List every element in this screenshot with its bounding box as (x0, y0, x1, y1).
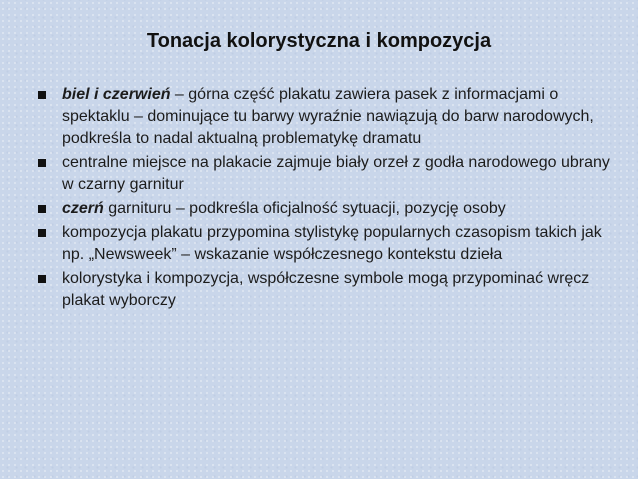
square-bullet-icon (38, 275, 46, 283)
bullet-text: kompozycja plakatu przypomina stylistykę popularnych czasopism takich jak np. „Newsweek” – wskazanie współczesnego kontekstu dzieła (62, 224, 602, 263)
bullet-text: centralne miejsce na plakacie zajmuje biały orzeł z godła narodowego ubrany w czarny garnitur (62, 154, 610, 193)
bullet-item (38, 198, 618, 220)
bullet-item (38, 222, 618, 266)
bullet-item (38, 84, 618, 150)
square-bullet-icon (38, 159, 46, 167)
bullet-item (38, 152, 618, 196)
square-bullet-icon (38, 91, 46, 99)
bullet-list (38, 84, 618, 314)
bullet-text: garnituru – podkreśla oficjalność sytuacji, pozycję osoby (103, 200, 506, 217)
bullet-text: – górna część plakatu zawiera pasek z informacjami o spektaklu – dominujące tu barwy wyraźnie nawiązują do barw narodowych, podkreśla to nadal aktualną problematykę dramatu (62, 86, 594, 147)
slide-title: Tonacja kolorystyczna i kompozycja (146, 30, 492, 52)
square-bullet-icon (38, 229, 46, 237)
bullet-item (38, 268, 618, 312)
square-bullet-icon (38, 205, 46, 213)
bullet-text: kolorystyka i kompozycja, współczesne symbole mogą przypominać wręcz plakat wyborczy (62, 270, 590, 309)
bullet-lead: czerń (62, 200, 104, 217)
bullet-lead: biel i czerwień (62, 86, 171, 103)
